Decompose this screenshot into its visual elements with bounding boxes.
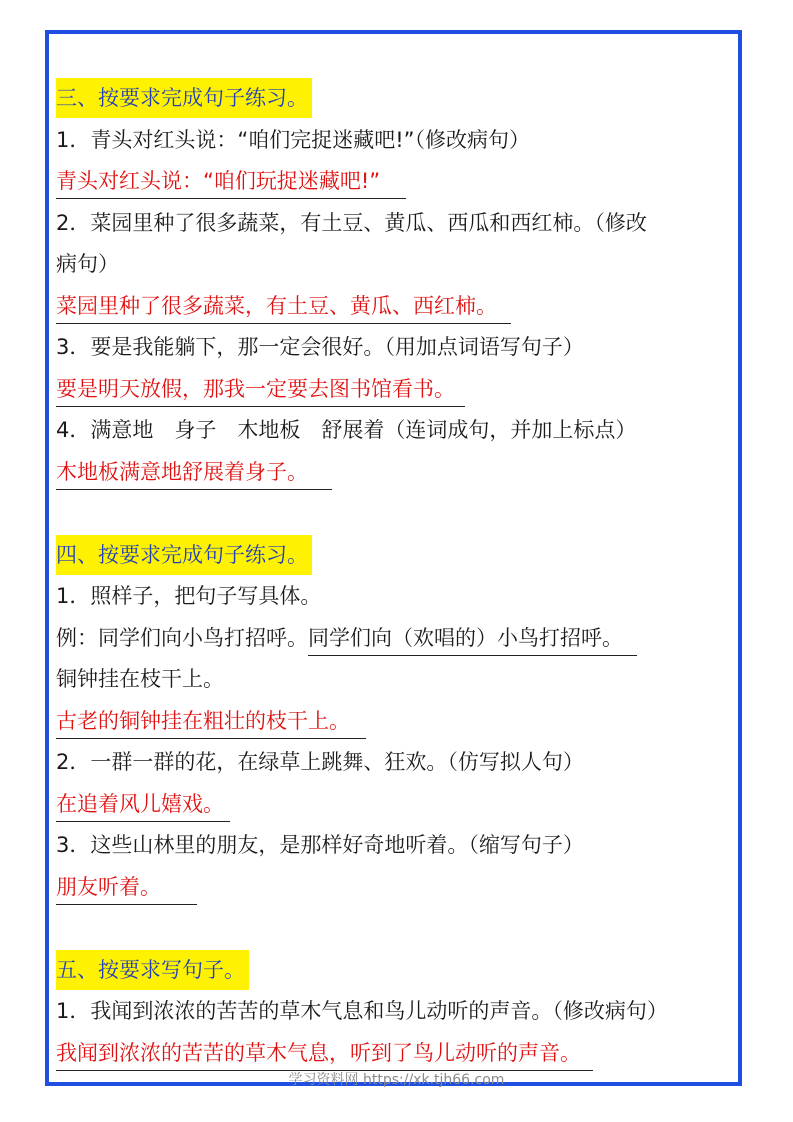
s3-answer-1: 青头对红头说：“咱们玩捉迷藏吧!” — [56, 161, 740, 203]
example-answer: 同学们向（欢唱的）小鸟打招呼。 — [308, 621, 637, 656]
section-4-heading: 四、按要求完成句子练习。 — [56, 535, 740, 577]
s3-question-2-line-2: 病句） — [56, 252, 119, 276]
s3-question-3: 3．要是我能躺下，那一定会很好。（用加点词语写句子） — [56, 335, 584, 359]
s3-question-1: 1．青头对红头说：“咱们完捉迷藏吧!”（修改病句） — [56, 127, 531, 152]
s4-question-2: 2．一群一群的花，在绿草上跳舞、狂欢。（仿写拟人句） — [56, 750, 584, 774]
s4-answer-2: 在追着风儿嬉戏。 — [56, 784, 740, 826]
s5-question-1: 1．我闻到浓浓的苦苦的草木气息和鸟儿动听的声音。（修改病句） — [56, 999, 668, 1023]
s3-answer-3: 要是明天放假，那我一定要去图书馆看书。 — [56, 369, 740, 411]
example-prefix: 例：同学们向小鸟打招呼。 — [56, 625, 308, 650]
s3-answer-2: 菜园里种了很多蔬菜，有土豆、黄瓜、西红柿。 — [56, 286, 740, 328]
s4-example — [56, 618, 740, 660]
s3-question-4: 4．满意地 身子 木地板 舒展着（连词成句，并加上标点） — [56, 418, 637, 442]
s4-question-1: 1．照样子，把句子写具体。 — [56, 584, 322, 608]
s4-question-3: 3．这些山林里的朋友，是那样好奇地听着。（缩写句子） — [56, 833, 584, 857]
s4-question-1-sentence: 铜钟挂在枝干上。 — [56, 667, 224, 691]
s4-answer-3: 朋友听着。 — [56, 867, 740, 909]
worksheet-content — [56, 78, 740, 1074]
s4-answer-1: 古老的铜钟挂在粗壮的枝干上。 — [56, 701, 740, 743]
s3-question-2-line-1: 2．菜园里种了很多蔬菜，有土豆、黄瓜、西瓜和西红柿。（修改 — [56, 210, 647, 235]
s3-answer-4: 木地板满意地舒展着身子。 — [56, 452, 740, 494]
s5-answer-1: 我闻到浓浓的苦苦的草木气息，听到了鸟儿动听的声音。 — [56, 1033, 740, 1075]
section-5-heading: 五、按要求写句子。 — [56, 950, 740, 992]
section-3-heading: 三、按要求完成句子练习。 — [56, 78, 740, 120]
footer-watermark: 学习资料网 https://xk.tjh66.com — [288, 1072, 505, 1088]
